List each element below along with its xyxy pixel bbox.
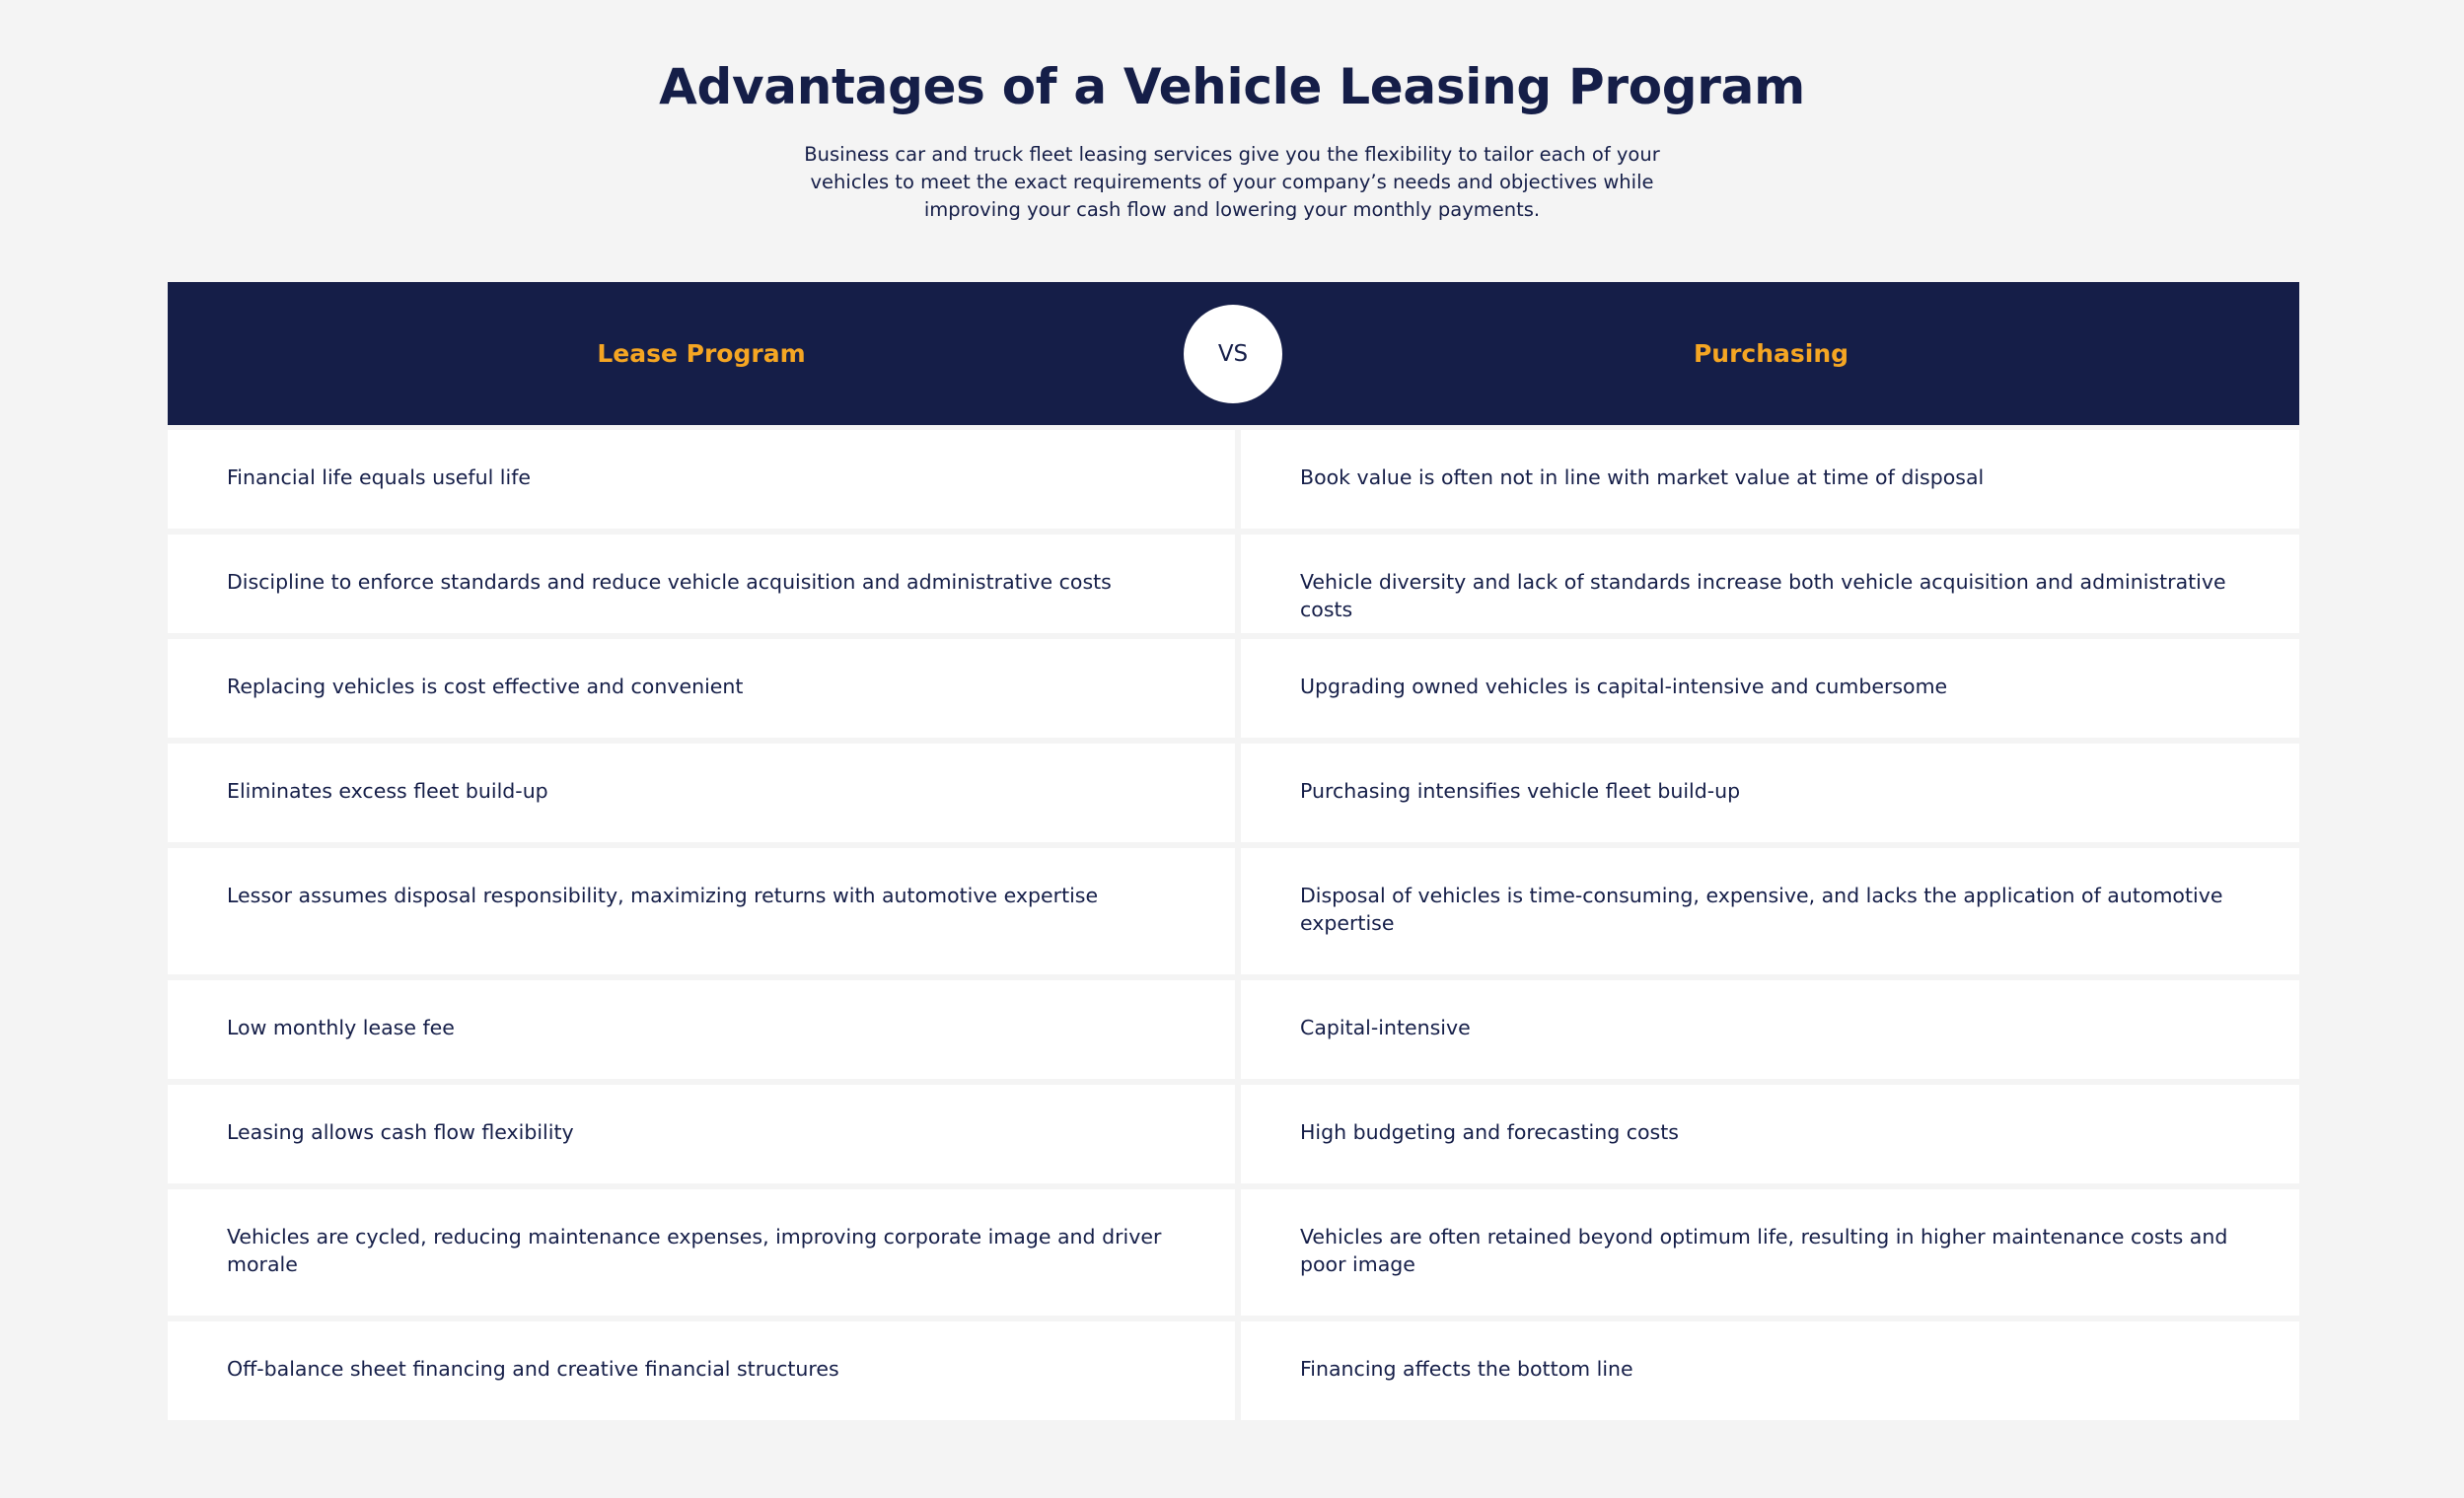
- purchase-cell: Vehicles are often retained beyond optimum life, resulting in higher maintenance costs and poor image: [1241, 1189, 2299, 1316]
- lease-cell: Leasing allows cash flow flexibility: [168, 1085, 1235, 1183]
- purchasing-header: Purchasing: [1693, 339, 1849, 368]
- lease-cell: Vehicles are cycled, reducing maintenance expenses, improving corporate image and driver morale: [168, 1189, 1235, 1316]
- table-row: [168, 848, 2299, 974]
- lease-cell: Financial life equals useful life: [168, 430, 1235, 529]
- lease-cell: Discipline to enforce standards and reduce vehicle acquisition and administrative costs: [168, 535, 1235, 633]
- purchase-cell: Purchasing intensifies vehicle fleet build-up: [1241, 744, 2299, 842]
- vs-badge: VS: [1184, 305, 1282, 403]
- purchase-cell: Vehicle diversity and lack of standards increase both vehicle acquisition and administrative costs: [1241, 535, 2299, 633]
- table-row: [168, 639, 2299, 738]
- purchase-cell: Disposal of vehicles is time-consuming, expensive, and lacks the application of automotive expertise: [1241, 848, 2299, 974]
- purchase-cell: High budgeting and forecasting costs: [1241, 1085, 2299, 1183]
- page-title: Advantages of a Vehicle Leasing Program: [659, 58, 1805, 115]
- page-subtitle: Business car and truck fleet leasing services give you the flexibility to tailor each of your vehicles to meet the exact requirements of your company’s needs and objectives while improving your cash flow and lowering your monthly payments.: [804, 143, 1660, 221]
- table-row: [168, 535, 2299, 633]
- table-row: [168, 980, 2299, 1079]
- lease-cell: Low monthly lease fee: [168, 980, 1235, 1079]
- table-row: [168, 1321, 2299, 1420]
- table-header: [168, 282, 2299, 425]
- purchase-cell: Upgrading owned vehicles is capital-intensive and cumbersome: [1241, 639, 2299, 738]
- lease-cell: Off-balance sheet financing and creative financial structures: [168, 1321, 1235, 1420]
- comparison-table: [168, 282, 2299, 1420]
- lease-cell: Lessor assumes disposal responsibility, maximizing returns with automotive expertise: [168, 848, 1235, 974]
- table-row: [168, 430, 2299, 529]
- lease-cell: Replacing vehicles is cost effective and convenient: [168, 639, 1235, 738]
- table-row: [168, 1189, 2299, 1316]
- table-row: [168, 1085, 2299, 1183]
- purchase-cell: Capital-intensive: [1241, 980, 2299, 1079]
- purchase-cell: Book value is often not in line with market value at time of disposal: [1241, 430, 2299, 529]
- lease-program-header: Lease Program: [597, 339, 806, 368]
- purchase-cell: Financing affects the bottom line: [1241, 1321, 2299, 1420]
- table-row: [168, 744, 2299, 842]
- lease-cell: Eliminates excess fleet build-up: [168, 744, 1235, 842]
